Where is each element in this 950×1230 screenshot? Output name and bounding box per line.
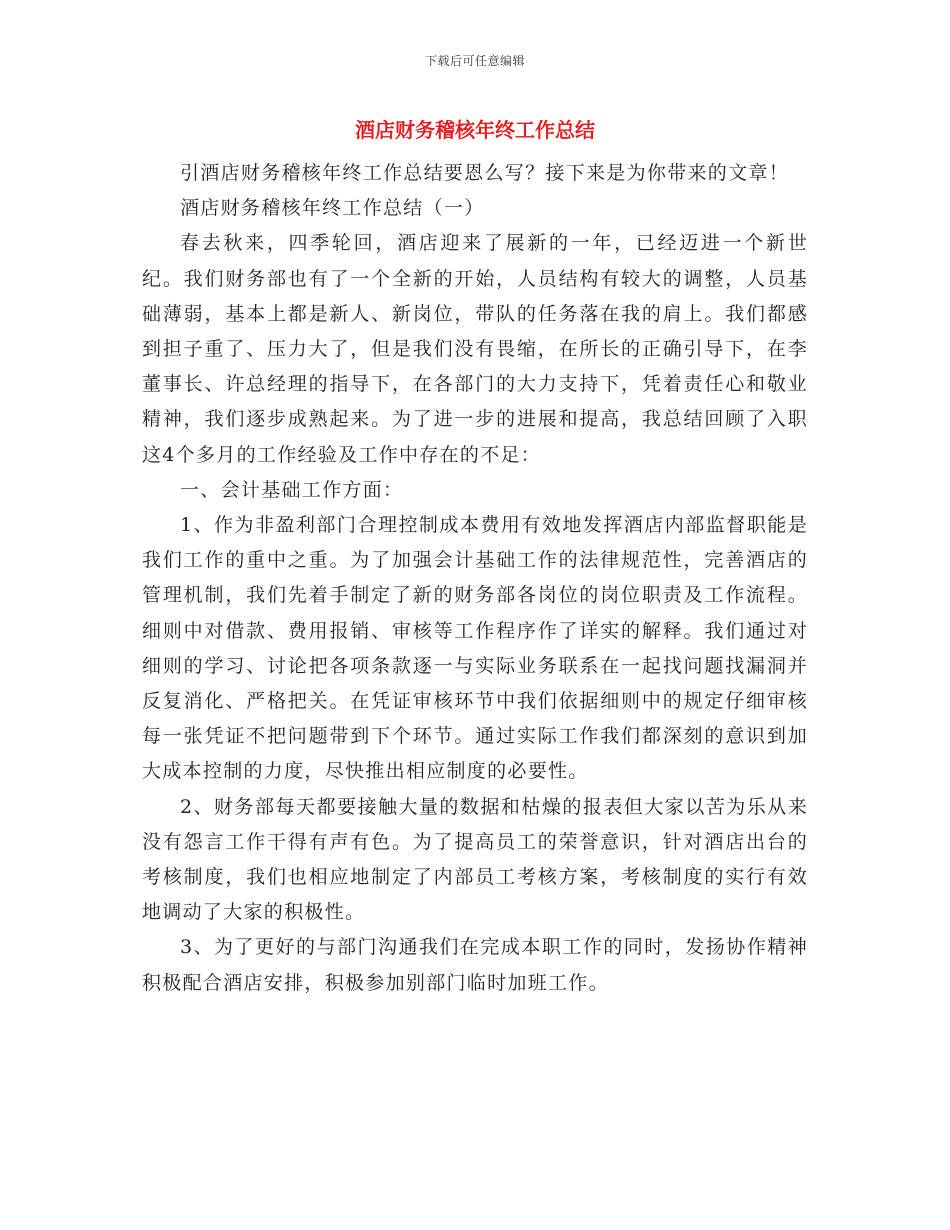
body-paragraph: 春去秋来，四季轮回，酒店迎来了展新的一年，已经迈进一个新世纪。我们财务部也有了一个全新的开始，人员结构有较大的调整，人员基础薄弱，基本上都是新人、新岗位，带队的任务落在我的肩上。我们都感到担子重了、压力大了，但是我们没有畏缩，在所长的正确引导下，在李董事长、许总经理的指导下，在各部门的大力支持下，凭着责任心和敬业精神，我们逐步成熟起来。为了进一步的进展和提高，我总结回顾了入职这4个多月的工作经验及工作中存在的不足：: [142, 232, 808, 466]
list-item-1: 1、作为非盈利部门合理控制成本费用有效地发挥酒店内部监督职能是我们工作的重中之重。为了加强会计基础工作的法律规范性，完善酒店的管理机制，我们先着手制定了新的财务部各岗位的岗位职责及工作流程。细则中对借款、费用报销、审核等工作程序作了详实的解释。我们通过对细则的学习、讨论把各项条款逐一与实际业务联系在一起找问题找漏洞并反复消化、严格把关。在凭证审核环节中我们依据细则中的规定仔细审核每一张凭证不把问题带到下个环节。通过实际工作我们都深刻的意识到加大成本控制的力度，尽快推出相应制度的必要性。: [142, 514, 808, 783]
section-heading: 酒店财务稽核年终工作总结（一）: [180, 197, 485, 220]
list-item-3: 3、为了更好的与部门沟通我们在完成本职工作的同时，发扬协作精神积极配合酒店安排，积极参加别部门临时加班工作。: [142, 936, 808, 994]
intro-paragraph: 引酒店财务稽核年终工作总结要恩么写？接下来是为你带来的文章！: [180, 162, 790, 184]
document-body: [142, 156, 808, 1001]
list-item-2: 2、财务部每天都要接触大量的数据和枯燥的报表但大家以苦为乐从来没有怨言工作干得有声有色。为了提高员工的荣誉意识，针对酒店出台的考核制度，我们也相应地制定了内部员工考核方案，考核制度的实行有效地调动了大家的积极性。: [142, 795, 808, 924]
document-title: 酒店财务稽核年终工作总结: [355, 118, 595, 142]
subsection-heading: 一、会计基础工作方面：: [180, 478, 404, 501]
page-header-note: 下载后可任意编辑: [424, 54, 525, 68]
